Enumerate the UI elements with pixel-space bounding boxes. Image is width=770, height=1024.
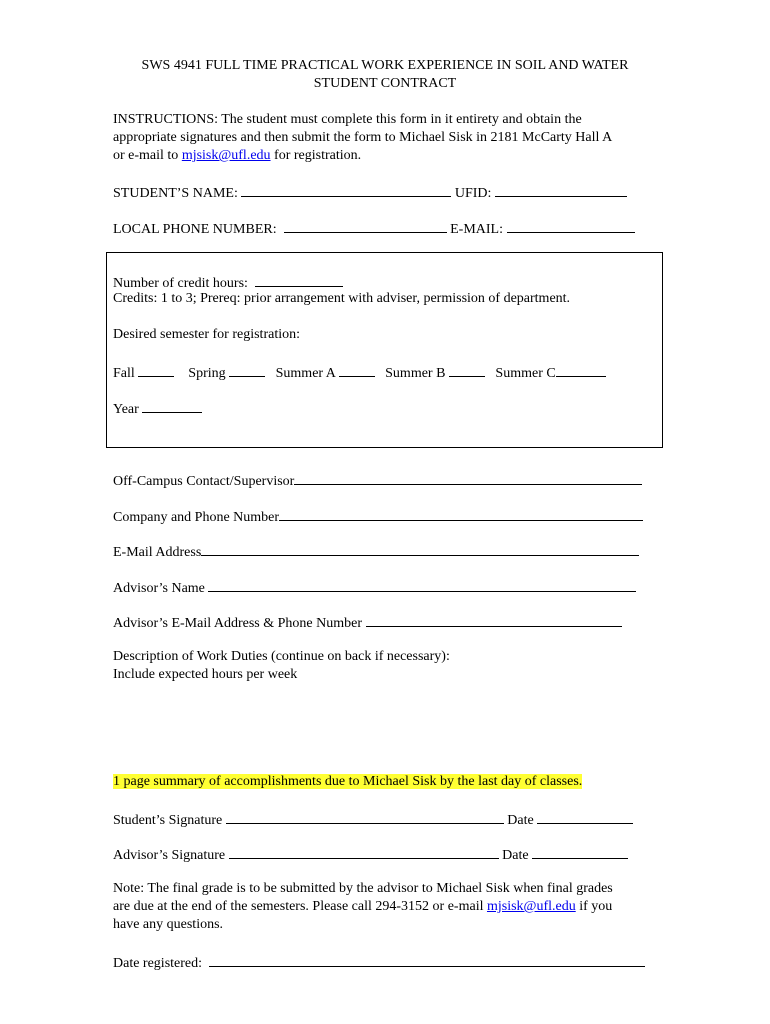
student-signature-row — [113, 809, 633, 830]
credit-hours-label: Number of credit hours: — [113, 276, 248, 291]
advisor-signature-label: Advisor’s Signature — [113, 848, 226, 863]
note-line1: Note: The final grade is to be submitted by the advisor to Michael Sisk when final grades — [113, 881, 613, 896]
instructions-line3 — [113, 147, 361, 165]
summer-b-field[interactable] — [449, 362, 485, 377]
year-row — [113, 398, 202, 419]
email-address-row — [113, 541, 639, 562]
advisor-date-field[interactable] — [532, 844, 628, 859]
advisor-signature-field[interactable] — [229, 844, 499, 859]
note-line3: have any questions. — [113, 917, 224, 932]
advisor-email-label: Advisor’s E-Mail Address & Phone Number — [113, 616, 362, 631]
semester-label: Desired semester for registration: — [113, 327, 300, 342]
credit-hours-field[interactable] — [255, 272, 343, 287]
instructions-prefix: or e-mail to — [113, 148, 182, 163]
summer-b-label: Summer B — [385, 366, 446, 381]
fall-label: Fall — [113, 366, 135, 381]
instructions-line1: INSTRUCTIONS: The student must complete this form in it entirety and obtain the — [113, 112, 582, 127]
offcampus-label: Off-Campus Contact/Supervisor — [113, 474, 295, 489]
advisor-email-field[interactable] — [366, 612, 622, 627]
instructions-line2: appropriate signatures and then submit the form to Michael Sisk in 2181 McCarty Hall A — [113, 130, 613, 145]
student-date-label: Date — [507, 813, 534, 828]
summer-a-label: Summer A — [275, 366, 336, 381]
credits-note: Credits: 1 to 3; Prereq: prior arrangement with adviser, permission of department. — [113, 291, 571, 306]
email-field[interactable] — [507, 218, 635, 233]
spring-field[interactable] — [229, 362, 265, 377]
year-field[interactable] — [142, 398, 202, 413]
summer-c-field[interactable] — [556, 362, 606, 377]
form-title-line2: STUDENT CONTRACT — [313, 76, 457, 91]
offcampus-field[interactable] — [294, 470, 642, 485]
company-field[interactable] — [279, 506, 643, 521]
duties-label-line1: Description of Work Duties (continue on back if necessary): — [113, 649, 450, 664]
summary-highlight: 1 page summary of accomplishments due to Michael Sisk by the last day of classes. — [113, 774, 583, 789]
student-signature-field[interactable] — [226, 809, 504, 824]
email-address-label: E-Mail Address — [113, 545, 202, 560]
offcampus-row — [113, 470, 642, 491]
note-suffix: if you — [575, 899, 613, 914]
fall-field[interactable] — [138, 362, 174, 377]
company-label: Company and Phone Number — [113, 510, 280, 525]
student-date-field[interactable] — [537, 809, 633, 824]
company-row — [113, 506, 643, 527]
spring-label: Spring — [188, 366, 226, 381]
student-signature-label: Student’s Signature — [113, 813, 223, 828]
note-line2 — [113, 898, 658, 916]
phone-label: LOCAL PHONE NUMBER: — [113, 222, 277, 237]
note-email-link[interactable]: mjsisk@ufl.edu — [486, 899, 576, 914]
advisor-name-row — [113, 577, 636, 598]
ufid-field[interactable] — [495, 182, 627, 197]
date-registered-label: Date registered: — [113, 956, 203, 971]
phone-row — [113, 218, 635, 239]
phone-field[interactable] — [284, 218, 447, 233]
semester-options-row — [113, 362, 606, 383]
date-registered-field[interactable] — [209, 952, 645, 967]
summer-a-field[interactable] — [339, 362, 375, 377]
summer-c-label: Summer C — [495, 366, 556, 381]
student-name-row — [113, 182, 627, 203]
form-title-line1: SWS 4941 FULL TIME PRACTICAL WORK EXPERIENCE IN SOIL AND WATER — [141, 58, 629, 73]
advisor-signature-row — [113, 844, 628, 865]
student-name-label: STUDENT’S NAME: — [113, 186, 238, 201]
advisor-date-label: Date — [502, 848, 529, 863]
instructions-suffix: for registration. — [270, 148, 362, 163]
year-label: Year — [113, 402, 139, 417]
advisor-email-row — [113, 612, 622, 633]
ufid-label: UFID: — [454, 186, 492, 201]
summary-note — [113, 773, 582, 791]
date-registered-row — [113, 952, 645, 973]
advisor-name-label: Advisor’s Name — [113, 581, 205, 596]
advisor-name-field[interactable] — [208, 577, 636, 592]
email-label: E-MAIL: — [450, 222, 503, 237]
email-link[interactable]: mjsisk@ufl.edu — [181, 148, 271, 163]
duties-label-line2: Include expected hours per week — [113, 667, 298, 682]
student-name-field[interactable] — [241, 182, 451, 197]
note-prefix: are due at the end of the semesters. Please call 294-3152 or e-mail — [113, 899, 487, 914]
email-address-field[interactable] — [201, 541, 639, 556]
